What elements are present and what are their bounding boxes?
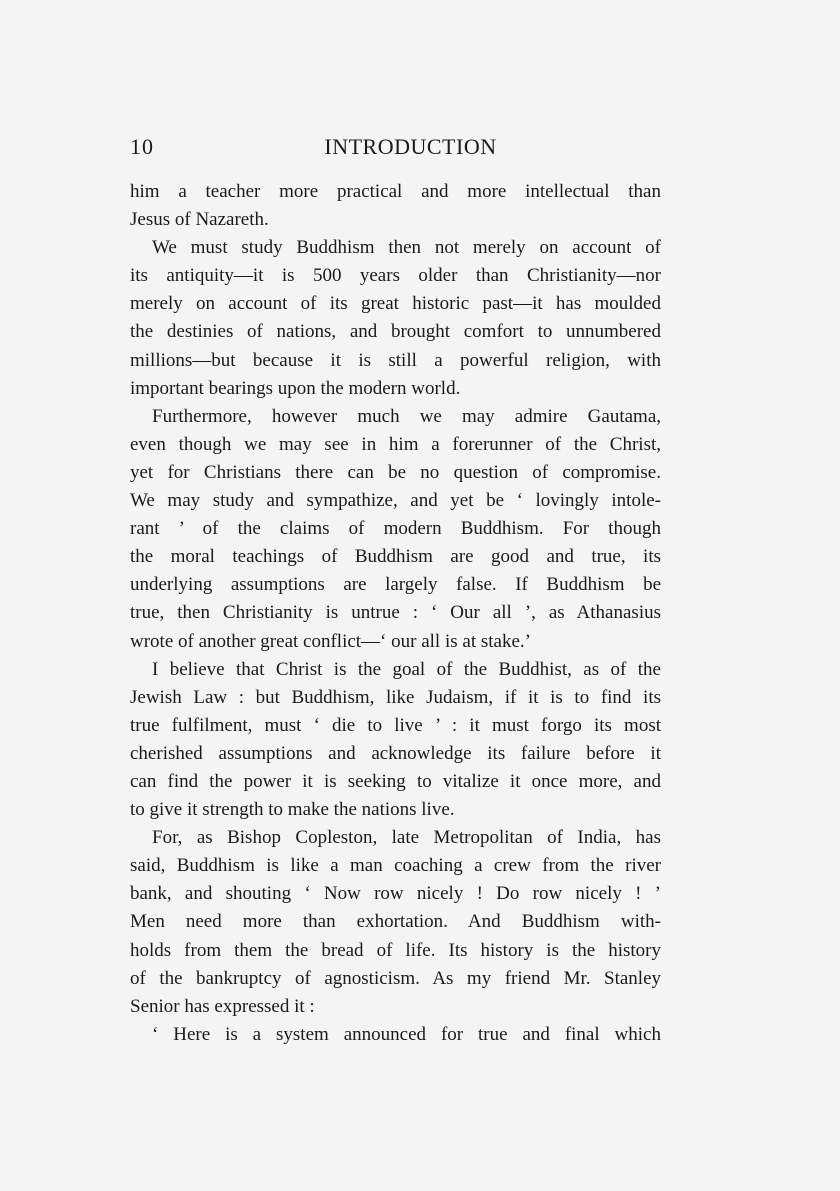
text-line: of the bankruptcy of agnosticism. As my friend Mr. Stanley [130, 967, 661, 989]
text-line: yet for Christians there can be no question of compromise. [130, 461, 661, 483]
text-line: For, as Bishop Copleston, late Metropolitan of India, has [152, 827, 661, 849]
text-line: said, Buddhism is like a man coaching a crew from the river [130, 855, 661, 877]
page-number: 10 [130, 134, 154, 159]
text-line: even though we may see in him a forerunner of the Christ, [130, 433, 661, 455]
text-line: holds from them the bread of life. Its history is the history [130, 939, 661, 961]
text-line: important bearings upon the modern world. [130, 377, 461, 399]
text-line: true fulfilment, must ‘ die to live ’ : it must forgo its most [130, 714, 661, 736]
text-line: rant ’ of the claims of modern Buddhism. For though [130, 518, 661, 540]
text-line: Jesus of Nazareth. [130, 209, 269, 231]
text-line: cherished assumptions and acknowledge its failure before it [130, 742, 661, 764]
text-line: can find the power it is seeking to vitalize it once more, and [130, 770, 661, 792]
text-line: ‘ Here is a system announced for true and final which [152, 1023, 661, 1045]
text-line: true, then Christianity is untrue : ‘ Our all ’, as Athanasius [130, 602, 661, 624]
text-line: wrote of another great conflict—‘ our all is at stake.’ [130, 630, 531, 652]
text-line: I believe that Christ is the goal of the Buddhist, as of the [152, 658, 661, 680]
text-line: to give it strength to make the nations live. [130, 799, 455, 821]
text-line: Senior has expressed it : [130, 995, 315, 1017]
running-title: INTRODUCTION [324, 134, 497, 159]
text-line: the moral teachings of Buddhism are good and true, its [130, 546, 661, 568]
page-header [130, 134, 661, 164]
text-line: its antiquity—it is 500 years older than Christianity—nor [130, 265, 661, 287]
text-line: him a teacher more practical and more intellectual than [130, 181, 661, 202]
text-line: underlying assumptions are largely false. If Buddhism be [130, 574, 661, 596]
text-line: merely on account of its great historic past—it has moulded [130, 293, 661, 315]
text-line: the destinies of nations, and brought comfort to unnumbered [130, 321, 661, 343]
text-line: bank, and shouting ‘ Now row nicely ! Do row nicely ! ’ [130, 883, 661, 905]
text-line: Furthermore, however much we may admire Gautama, [152, 405, 661, 427]
text-line: Men need more than exhortation. And Buddhism with- [130, 911, 661, 933]
body-text [130, 178, 661, 1049]
text-line: We must study Buddhism then not merely on account of [152, 237, 661, 259]
text-line: Jewish Law : but Buddhism, like Judaism, if it is to find its [130, 686, 661, 708]
text-line: We may study and sympathize, and yet be ‘ lovingly intole- [130, 490, 661, 512]
text-line: millions—but because it is still a powerful religion, with [130, 349, 661, 371]
